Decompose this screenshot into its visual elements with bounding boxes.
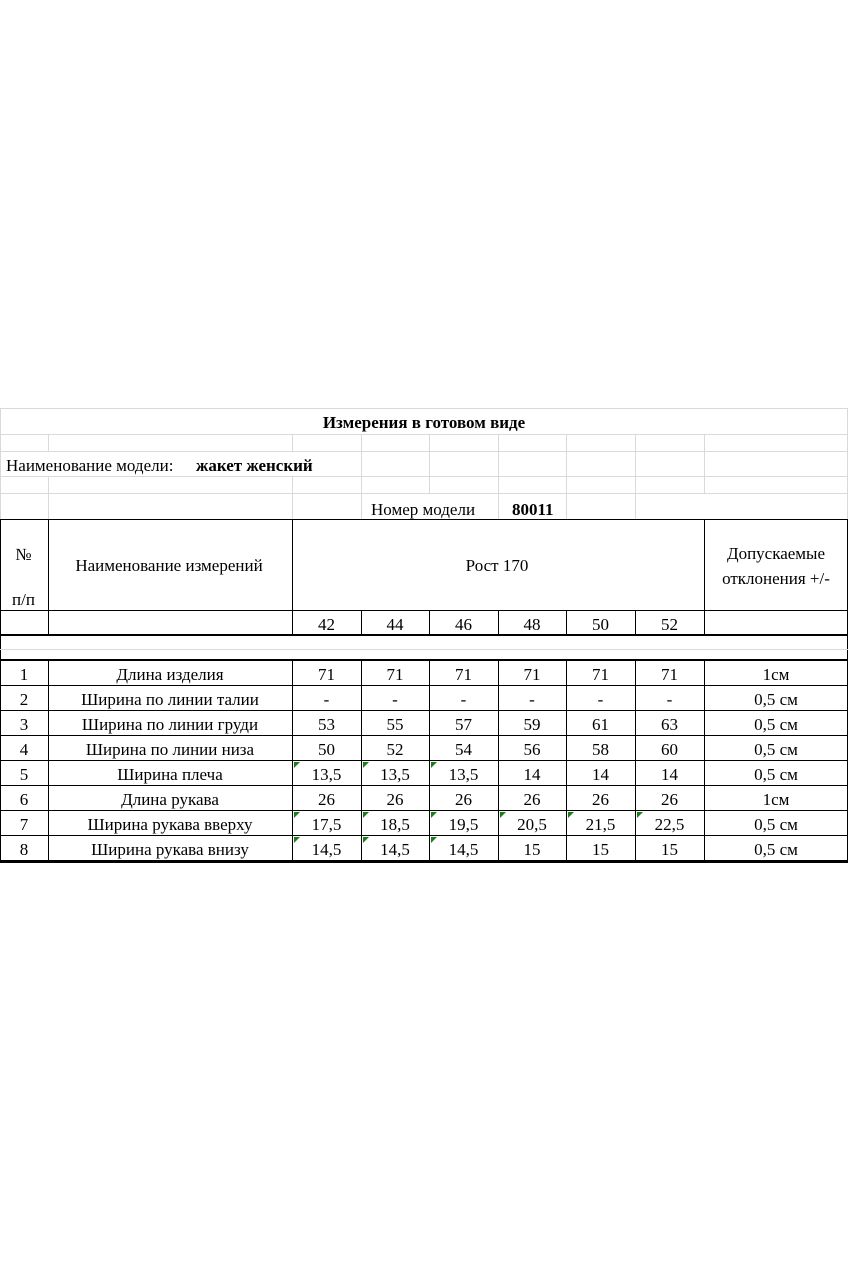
sheet-title: Измерения в готовом виде bbox=[322, 413, 526, 432]
gridline bbox=[361, 476, 362, 493]
gridline bbox=[361, 434, 362, 451]
measurement-value: 20,5 bbox=[517, 815, 547, 834]
table-border bbox=[0, 634, 848, 635]
measurement-value: 57 bbox=[455, 715, 472, 734]
measurement-value: 60 bbox=[661, 740, 678, 759]
measurement-name: Ширина по линии талии bbox=[81, 690, 259, 709]
measurement-value: 71 bbox=[455, 665, 472, 684]
measurement-value: 18,5 bbox=[380, 815, 410, 834]
gridline bbox=[566, 451, 567, 476]
model-number-label: Номер модели bbox=[371, 500, 476, 519]
size-header: 52 bbox=[661, 615, 678, 634]
measurement-value: 58 bbox=[592, 740, 609, 759]
measurement-value: 13,5 bbox=[311, 765, 342, 784]
gridline bbox=[48, 493, 49, 519]
table-border bbox=[0, 835, 848, 836]
gridline bbox=[635, 434, 636, 451]
measurement-value: 15 bbox=[523, 840, 541, 859]
measurement-name: Ширина по линии низа bbox=[85, 740, 255, 759]
measurement-value: 17,5 bbox=[311, 815, 342, 834]
cell-note-marker bbox=[500, 812, 506, 818]
measurement-value: 71 bbox=[661, 665, 678, 684]
header-tolerance-line1: Допускаемые bbox=[726, 544, 826, 563]
tolerance-value: 0,5 см bbox=[754, 715, 798, 734]
gridline bbox=[0, 649, 848, 650]
measurement-value: 26 bbox=[455, 790, 472, 809]
measurement-value: 21,5 bbox=[585, 815, 616, 834]
gridline bbox=[429, 451, 430, 476]
cell-note-marker bbox=[294, 762, 300, 768]
table-border bbox=[0, 710, 848, 711]
gridline bbox=[704, 476, 705, 493]
measurement-value: 14 bbox=[661, 765, 678, 784]
table-border bbox=[0, 862, 848, 863]
gridline bbox=[566, 493, 567, 519]
cell-note-marker bbox=[363, 812, 369, 818]
tolerance-value: 0,5 см bbox=[754, 740, 798, 759]
size-header: 48 bbox=[523, 615, 541, 634]
measurement-value: 22,5 bbox=[654, 815, 685, 834]
cell-note-marker bbox=[363, 837, 369, 843]
tolerance-value: 0,5 см bbox=[754, 815, 798, 834]
row-number: 3 bbox=[19, 715, 29, 734]
gridline bbox=[704, 451, 705, 476]
gridline bbox=[498, 451, 499, 476]
table-border bbox=[0, 810, 848, 811]
cell-note-marker bbox=[431, 812, 437, 818]
gridline bbox=[704, 434, 705, 451]
table-border bbox=[0, 635, 848, 636]
measurement-name: Длина рукава bbox=[121, 790, 219, 809]
cell-note-marker bbox=[568, 812, 574, 818]
measurement-name: Ширина рукава внизу bbox=[91, 840, 249, 859]
gridline bbox=[292, 476, 293, 493]
header-num-line1: № bbox=[15, 545, 32, 564]
tolerance-value: 0,5 см bbox=[754, 690, 798, 709]
measurement-value: 50 bbox=[318, 740, 335, 759]
measurement-value: 15 bbox=[661, 840, 678, 859]
table-border bbox=[0, 860, 848, 861]
measurement-value: 71 bbox=[318, 665, 335, 684]
cell-note-marker bbox=[294, 812, 300, 818]
row-number: 4 bbox=[19, 740, 29, 759]
table-border bbox=[0, 660, 848, 661]
table-border bbox=[0, 685, 848, 686]
model-name-value: жакет женский bbox=[196, 456, 313, 475]
cell-note-marker bbox=[431, 837, 437, 843]
measurement-value: 54 bbox=[455, 740, 472, 759]
measurement-value: - bbox=[323, 690, 330, 709]
tolerance-value: 0,5 см bbox=[754, 765, 798, 784]
table-border bbox=[0, 785, 848, 786]
measurement-value: 13,5 bbox=[448, 765, 479, 784]
measurement-value: 71 bbox=[386, 665, 404, 684]
row-number: 5 bbox=[19, 765, 29, 784]
gridline bbox=[498, 434, 499, 451]
measurement-value: - bbox=[529, 690, 535, 709]
gridline bbox=[429, 476, 430, 493]
measurement-value: 14,5 bbox=[380, 840, 410, 859]
gridline bbox=[0, 493, 848, 494]
measurement-value: 26 bbox=[523, 790, 541, 809]
gridline bbox=[48, 476, 49, 493]
gridline bbox=[0, 451, 848, 452]
measurement-value: - bbox=[392, 690, 398, 709]
measurement-value: 56 bbox=[523, 740, 541, 759]
table-border bbox=[0, 519, 848, 520]
gridline bbox=[292, 493, 293, 519]
measurement-value: 63 bbox=[661, 715, 678, 734]
table-border bbox=[0, 760, 848, 761]
table-border bbox=[48, 519, 49, 635]
measurement-value: 26 bbox=[661, 790, 678, 809]
cell-note-marker bbox=[637, 812, 643, 818]
gridline bbox=[566, 434, 567, 451]
header-num-line2: п/п bbox=[12, 590, 35, 609]
measurement-value: 14,5 bbox=[448, 840, 479, 859]
gridline bbox=[635, 493, 636, 519]
gridline bbox=[361, 451, 362, 476]
cell-note-marker bbox=[294, 837, 300, 843]
measurement-value: 19,5 bbox=[448, 815, 479, 834]
header-tolerance-line2: отклонения +/- bbox=[722, 569, 830, 588]
measurement-value: 13,5 bbox=[380, 765, 410, 784]
gridline bbox=[635, 476, 636, 493]
table-border bbox=[0, 610, 848, 611]
table-border bbox=[0, 735, 848, 736]
measurement-value: 14,5 bbox=[311, 840, 342, 859]
size-header: 50 bbox=[592, 615, 609, 634]
measurement-value: 71 bbox=[523, 665, 541, 684]
gridline bbox=[292, 434, 293, 451]
row-number: 2 bbox=[19, 690, 29, 709]
measurement-name: Ширина плеча bbox=[117, 765, 223, 784]
measurement-value: 52 bbox=[386, 740, 404, 759]
gridline bbox=[0, 434, 848, 435]
size-header: 44 bbox=[386, 615, 404, 634]
gridline bbox=[48, 434, 49, 451]
model-number-value: 80011 bbox=[512, 500, 554, 519]
model-name-label: Наименование модели: bbox=[6, 456, 174, 475]
measurement-value: - bbox=[666, 690, 673, 709]
gridline bbox=[0, 408, 848, 409]
row-number: 8 bbox=[19, 840, 29, 859]
gridline bbox=[0, 476, 848, 477]
gridline bbox=[498, 493, 499, 519]
measurement-name: Ширина рукава вверху bbox=[87, 815, 253, 834]
measurement-value: 26 bbox=[592, 790, 609, 809]
gridline bbox=[498, 476, 499, 493]
measurement-value: - bbox=[460, 690, 467, 709]
gridline bbox=[429, 434, 430, 451]
size-header: 46 bbox=[455, 615, 472, 634]
gridline bbox=[361, 493, 362, 519]
header-height: Рост 170 bbox=[465, 556, 529, 575]
measurement-value: 26 bbox=[386, 790, 404, 809]
measurement-value: 26 bbox=[318, 790, 335, 809]
tolerance-value: 1см bbox=[762, 790, 790, 809]
row-number: 7 bbox=[19, 815, 29, 834]
measurement-sheet bbox=[0, 408, 848, 863]
row-number: 1 bbox=[19, 665, 29, 684]
gridline bbox=[566, 476, 567, 493]
row-number: 6 bbox=[19, 790, 29, 809]
tolerance-value: 1см bbox=[762, 665, 790, 684]
gridline bbox=[635, 451, 636, 476]
size-header: 42 bbox=[318, 615, 335, 634]
measurement-name: Длина изделия bbox=[116, 665, 224, 684]
cell-note-marker bbox=[431, 762, 437, 768]
measurement-value: - bbox=[597, 690, 604, 709]
measurement-value: 14 bbox=[592, 765, 609, 784]
measurement-name: Ширина по линии груди bbox=[81, 715, 259, 734]
measurement-value: 53 bbox=[318, 715, 335, 734]
measurement-value: 14 bbox=[523, 765, 541, 784]
measurement-value: 55 bbox=[386, 715, 404, 734]
measurement-value: 59 bbox=[523, 715, 541, 734]
measurement-value: 61 bbox=[592, 715, 609, 734]
cell-note-marker bbox=[363, 762, 369, 768]
measurement-value: 15 bbox=[592, 840, 609, 859]
measurement-value: 71 bbox=[592, 665, 609, 684]
tolerance-value: 0,5 см bbox=[754, 840, 798, 859]
header-measure: Наименование измерений bbox=[75, 556, 263, 575]
